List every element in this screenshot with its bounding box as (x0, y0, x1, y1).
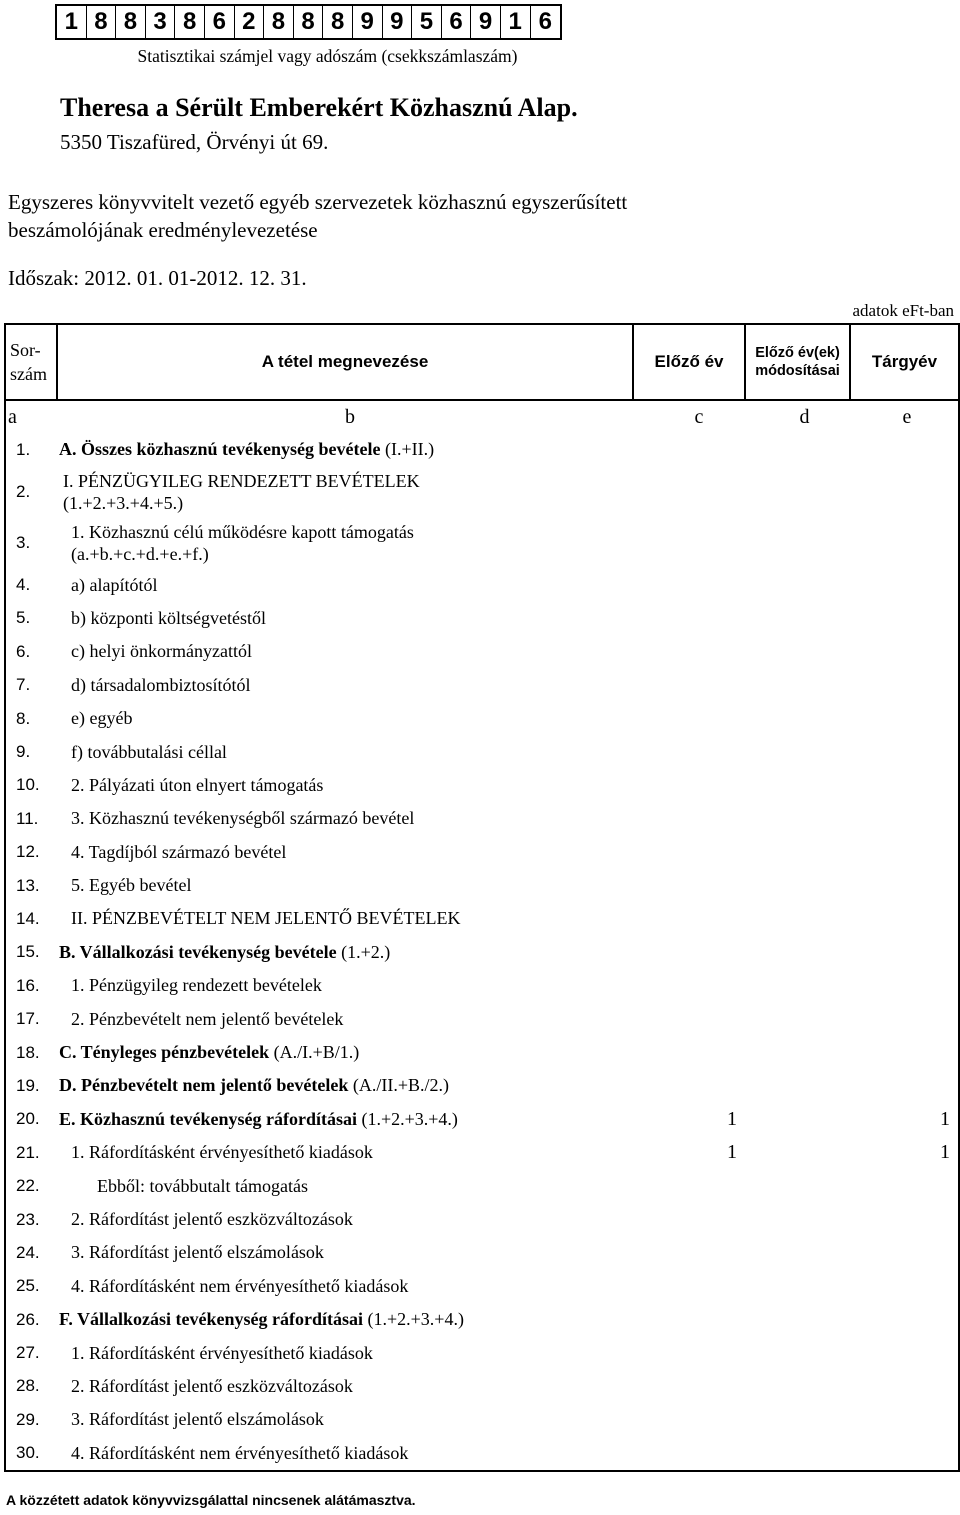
row-number: 28. (5, 1370, 57, 1403)
row-label-line-1: 1. Közhasznú célú működésre kapott támogatás (71, 521, 414, 542)
current-year-value (850, 669, 959, 702)
table-row (5, 969, 959, 1002)
previous-year-value (633, 1437, 745, 1471)
table-row (5, 1069, 959, 1102)
header-row-number-line-2: szám (10, 364, 47, 384)
row-number: 29. (5, 1403, 57, 1436)
current-year-value (850, 802, 959, 835)
current-year-value (850, 1203, 959, 1236)
row-number: 30. (5, 1437, 57, 1471)
previous-year-value (633, 1403, 745, 1436)
current-year-value (850, 969, 959, 1002)
previous-year-value (633, 702, 745, 735)
row-label-formula: (1.+2.) (336, 941, 391, 962)
modification-value (745, 1203, 850, 1236)
modification-value (745, 1236, 850, 1269)
period: Időszak: 2012. 01. 01-2012. 12. 31. (8, 266, 307, 290)
previous-year-value: 1 (727, 1141, 737, 1164)
previous-year-value (633, 802, 745, 835)
row-label (57, 1103, 633, 1136)
current-year-value (850, 869, 959, 902)
header-modifications-line-1: Előző év(ek) (755, 345, 840, 361)
current-year-value (850, 1303, 959, 1336)
row-label-line-2: (1.+2.+3.+4.+5.) (63, 492, 184, 513)
organization-address: 5350 Tiszafüred, Örvényi út 69. (60, 130, 329, 154)
row-label-formula: (1.+2.+3.+4.) (356, 1108, 458, 1129)
tax-digit: 1 (57, 6, 87, 38)
tax-digit: 5 (412, 6, 442, 38)
current-year-value (850, 1370, 959, 1403)
modification-value (745, 1069, 850, 1102)
modification-value (745, 1303, 850, 1336)
modification-value (745, 1437, 850, 1471)
previous-year-value (633, 466, 745, 517)
previous-year-value (633, 635, 745, 668)
tax-number-caption: Statisztikai számjel vagy adószám (csekkszámlaszám) (137, 46, 518, 66)
row-label: II. PÉNZBEVÉTELT NEM JELENTŐ BEVÉTELEK (71, 908, 461, 929)
row-label: c) helyi önkormányzattól (71, 641, 252, 662)
row-label: Ebből: továbbutalt támogatás (97, 1175, 308, 1196)
tax-digit: 9 (471, 6, 501, 38)
row-label (57, 466, 633, 517)
table-row (5, 1002, 959, 1035)
row-label: a) alapítótól (71, 574, 158, 595)
letter-a: a (5, 400, 57, 433)
row-label: 4. Ráfordításként nem érvényesíthető kiadások (57, 1437, 633, 1471)
row-label-formula: (A./II.+B./2.) (348, 1075, 450, 1096)
modification-value (745, 702, 850, 735)
current-year-value (850, 1036, 959, 1069)
audit-note: A közzétett adatok könyvvizsgálattal nincsenek alátámasztva. (6, 1492, 416, 1508)
table-row (5, 466, 959, 517)
current-year-value (850, 466, 959, 517)
previous-year-value (633, 568, 745, 601)
table-row (5, 869, 959, 902)
table-row (5, 802, 959, 835)
previous-year-value (633, 1270, 745, 1303)
tax-digit: 9 (383, 6, 413, 38)
tax-digit: 8 (264, 6, 294, 38)
row-label-line-2: (a.+b.+c.+d.+e.+f.) (71, 543, 209, 564)
income-statement-table (4, 323, 960, 1472)
modification-value (745, 969, 850, 1002)
tax-digit: 9 (353, 6, 383, 38)
current-year-value: 1 (850, 1136, 959, 1169)
previous-year-value (633, 433, 745, 466)
previous-year-value (633, 1236, 745, 1269)
current-year-value (850, 1069, 959, 1102)
row-label-bold: C. Tényleges pénzbevételek (59, 1042, 270, 1063)
document-title (8, 188, 808, 244)
table-row (5, 1136, 959, 1169)
modification-value (745, 1169, 850, 1202)
table-row (5, 602, 959, 635)
table-row (5, 669, 959, 702)
tax-digit: 3 (146, 6, 176, 38)
modification-value (745, 1103, 850, 1136)
previous-year-value (633, 869, 745, 902)
table-row (5, 568, 959, 601)
table-row (5, 702, 959, 735)
row-label-bold: D. Pénzbevételt nem jelentő bevételek (59, 1075, 349, 1096)
table-row (5, 1370, 959, 1403)
row-number: 12. (5, 836, 57, 869)
current-year-value (850, 1403, 959, 1436)
row-number: 18. (5, 1036, 57, 1069)
row-label: d) társadalombiztosítótól (71, 674, 251, 695)
document-title-line-2: beszámolójának eredménylevezetése (8, 218, 318, 242)
row-number: 5. (5, 602, 57, 635)
table-row (5, 635, 959, 668)
previous-year-value (633, 836, 745, 869)
row-label (57, 1036, 633, 1069)
current-year-value (850, 836, 959, 869)
row-number: 17. (5, 1002, 57, 1035)
row-label: 2. Pályázati úton elnyert támogatás (71, 774, 324, 795)
current-year-value (850, 769, 959, 802)
letter-c: c (694, 405, 704, 428)
row-label: 3. Ráfordítást jelentő elszámolások (71, 1409, 324, 1430)
row-label: 1. Ráfordításként érvényesíthető kiadások (71, 1142, 373, 1163)
header-row-number-line-1: Sor- (10, 340, 41, 360)
row-label (57, 936, 633, 969)
modification-value (745, 1270, 850, 1303)
header-previous-year: Előző év (633, 324, 745, 400)
row-number: 14. (5, 902, 57, 935)
current-year-value (850, 1437, 959, 1471)
previous-year-value (633, 1036, 745, 1069)
row-number: 9. (5, 735, 57, 768)
row-number: 2. (5, 466, 57, 517)
row-label-line-1: I. PÉNZÜGYILEG RENDEZETT BEVÉTELEK (63, 470, 420, 491)
previous-year-value (633, 902, 745, 935)
row-label: 3. Ráfordítást jelentő elszámolások (71, 1242, 324, 1263)
table-row (5, 769, 959, 802)
current-year-value (850, 517, 959, 568)
row-number: 19. (5, 1069, 57, 1102)
previous-year-value (633, 1002, 745, 1035)
table-header-row (5, 324, 959, 400)
modification-value (745, 902, 850, 935)
modification-value (745, 1036, 850, 1069)
row-label-formula: (A./I.+B/1.) (269, 1042, 360, 1063)
row-number: 23. (5, 1203, 57, 1236)
table-row (5, 1103, 959, 1136)
units-note: adatok eFt-ban (852, 301, 954, 320)
table-row (5, 1169, 959, 1202)
modification-value (745, 802, 850, 835)
current-year-value (850, 568, 959, 601)
modification-value (745, 1370, 850, 1403)
modification-value (745, 517, 850, 568)
modification-value (745, 735, 850, 768)
row-number: 3. (5, 517, 57, 568)
row-label: 4. Ráfordításként nem érvényesíthető kiadások (71, 1275, 409, 1296)
table-row (5, 1236, 959, 1269)
table-row (5, 433, 959, 466)
row-label: 1. Pénzügyileg rendezett bevételek (71, 975, 322, 996)
previous-year-value (633, 517, 745, 568)
row-label: 2. Ráfordítást jelentő eszközváltozások (71, 1209, 353, 1229)
modification-value (745, 869, 850, 902)
row-number: 13. (5, 869, 57, 902)
table-row (5, 1270, 959, 1303)
row-number: 4. (5, 568, 57, 601)
row-label-bold: B. Vállalkozási tevékenység bevétele (59, 941, 337, 962)
header-modifications-line-2: módosításai (755, 363, 840, 379)
row-label (57, 517, 633, 568)
previous-year-value (633, 936, 745, 969)
tax-digit: 8 (116, 6, 146, 38)
row-number: 6. (5, 635, 57, 668)
previous-year-value (633, 669, 745, 702)
row-label: 1. Ráfordításként érvényesíthető kiadások (71, 1342, 373, 1363)
letter-d: d (799, 405, 810, 428)
tax-digit: 8 (294, 6, 324, 38)
row-number: 1. (5, 433, 57, 466)
row-label-bold: E. Közhasznú tevékenység ráfordításai (59, 1108, 357, 1129)
previous-year-value (633, 1303, 745, 1336)
current-year-value: 1 (850, 1103, 959, 1136)
row-number: 8. (5, 702, 57, 735)
previous-year-value (633, 1169, 745, 1202)
row-number: 25. (5, 1270, 57, 1303)
current-year-value (850, 702, 959, 735)
tax-digit: 8 (323, 6, 353, 38)
table-row (5, 836, 959, 869)
column-letters-row (5, 400, 959, 433)
table-row (5, 1437, 959, 1471)
letter-b: b (345, 405, 355, 428)
tax-digit: 6 (538, 8, 552, 35)
modification-value (745, 936, 850, 969)
current-year-value (850, 735, 959, 768)
tax-digit: 6 (205, 6, 235, 38)
previous-year-value (633, 735, 745, 768)
row-number: 24. (5, 1236, 57, 1269)
row-label: e) egyéb (71, 708, 133, 729)
header-item-name: A tétel megnevezése (57, 324, 633, 400)
modification-value (745, 1403, 850, 1436)
previous-year-value: 1 (727, 1107, 737, 1130)
tax-digit: 6 (442, 6, 472, 38)
document-title-line-1: Egyszeres könyvvitelt vezető egyéb szervezetek közhasznú egyszerűsített (8, 190, 628, 214)
previous-year-value (633, 1370, 745, 1403)
current-year-value (850, 602, 959, 635)
row-number: 11. (5, 802, 57, 835)
row-number: 15. (5, 936, 57, 969)
row-label (57, 1303, 633, 1336)
header-modifications (745, 324, 850, 400)
row-number: 21. (5, 1136, 57, 1169)
row-label-formula: (I.+II.) (380, 439, 435, 460)
row-label: 2. Pénzbevételt nem jelentő bevételek (71, 1008, 344, 1029)
row-number: 22. (5, 1169, 57, 1202)
current-year-value (850, 1236, 959, 1269)
row-number: 7. (5, 669, 57, 702)
previous-year-value (633, 769, 745, 802)
previous-year-value (633, 1336, 745, 1369)
previous-year-value (633, 1069, 745, 1102)
current-year-value (850, 936, 959, 969)
modification-value (745, 602, 850, 635)
current-year-value (850, 433, 959, 466)
row-label: 3. Közhasznú tevékenységből származó bevétel (71, 808, 415, 829)
row-number: 20. (5, 1103, 57, 1136)
tax-digit: 1 (501, 6, 531, 38)
row-number: 26. (5, 1303, 57, 1336)
tax-number-box (55, 4, 562, 40)
current-year-value (850, 635, 959, 668)
row-label (57, 1069, 633, 1102)
tax-digit: 2 (235, 6, 265, 38)
row-label: 5. Egyéb bevétel (71, 875, 192, 896)
table-row (5, 1336, 959, 1369)
row-label-bold: A. Összes közhasznú tevékenység bevétele (59, 439, 381, 460)
row-number: 27. (5, 1336, 57, 1369)
current-year-value (850, 1336, 959, 1369)
row-label: b) központi költségvetéstől (71, 607, 266, 628)
current-year-value (850, 1002, 959, 1035)
modification-value (745, 433, 850, 466)
table-row (5, 517, 959, 568)
modification-value (745, 1136, 850, 1169)
modification-value (745, 635, 850, 668)
modification-value (745, 836, 850, 869)
table-row (5, 735, 959, 768)
tax-digit: 8 (87, 6, 117, 38)
current-year-value (850, 1169, 959, 1202)
modification-value (745, 1002, 850, 1035)
header-current-year: Tárgyév (850, 324, 959, 400)
previous-year-value (633, 969, 745, 1002)
table-row (5, 902, 959, 935)
previous-year-value (633, 602, 745, 635)
modification-value (745, 1336, 850, 1369)
row-label (57, 433, 633, 466)
row-label: f) továbbutalási céllal (71, 741, 227, 762)
letter-e: e (850, 400, 959, 433)
table-row (5, 1036, 959, 1069)
modification-value (745, 568, 850, 601)
current-year-value (850, 902, 959, 935)
row-label: 4. Tagdíjból származó bevétel (71, 841, 287, 862)
modification-value (745, 466, 850, 517)
modification-value (745, 669, 850, 702)
row-number: 10. (5, 769, 57, 802)
header-row-number (5, 324, 57, 400)
row-label-bold: F. Vállalkozási tevékenység ráfordításai (59, 1309, 363, 1330)
current-year-value (850, 1270, 959, 1303)
modification-value (745, 769, 850, 802)
tax-digit: 8 (175, 6, 205, 38)
table-row (5, 1403, 959, 1436)
row-label: 2. Ráfordítást jelentő eszközváltozások (71, 1375, 353, 1396)
table-row (5, 1303, 959, 1336)
row-label-formula: (1.+2.+3.+4.) (363, 1309, 464, 1330)
organization-name: Theresa a Sérült Emberekért Közhasznú Alap. (60, 93, 578, 122)
table-row (5, 1203, 959, 1236)
previous-year-value (633, 1203, 745, 1236)
row-number: 16. (5, 969, 57, 1002)
table-row (5, 936, 959, 969)
